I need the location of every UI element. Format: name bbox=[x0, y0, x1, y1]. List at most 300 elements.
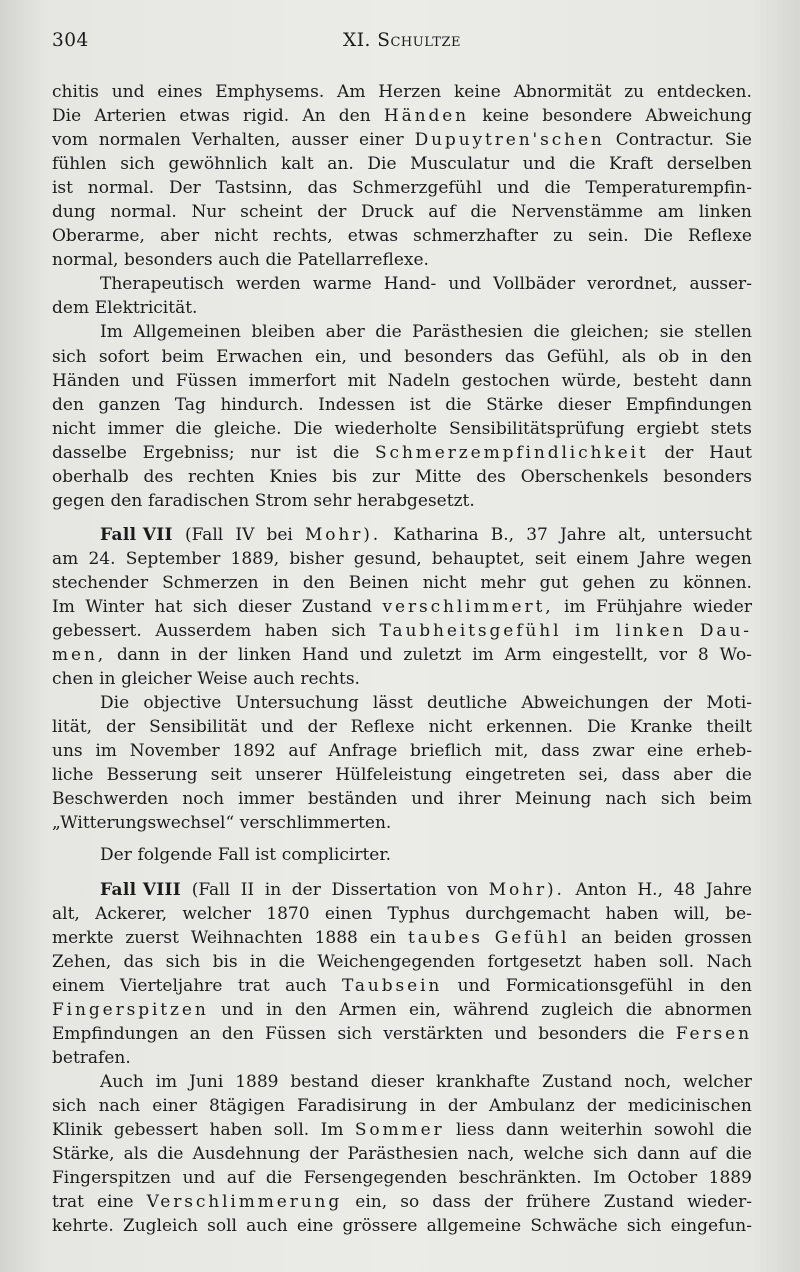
word: auch bbox=[218, 250, 260, 271]
word: Fersengegenden bbox=[303, 1168, 448, 1189]
word: Zustand bbox=[603, 1192, 674, 1213]
word: auf bbox=[288, 741, 316, 762]
word: kehrte. bbox=[52, 1216, 114, 1237]
word: rigid. bbox=[242, 106, 290, 127]
word: auch bbox=[253, 669, 295, 690]
word: sich bbox=[626, 1216, 662, 1237]
word: Nervenstämme bbox=[511, 202, 644, 223]
word: des bbox=[476, 466, 506, 487]
word: der bbox=[198, 645, 228, 666]
word: Die bbox=[100, 693, 130, 714]
word: erkennen. bbox=[486, 717, 574, 738]
word: und bbox=[522, 154, 556, 175]
word: eines bbox=[157, 82, 203, 102]
word: ist bbox=[409, 394, 431, 415]
word: Auch bbox=[100, 1071, 144, 1092]
word: Nach bbox=[706, 951, 752, 972]
word: Weihnachten bbox=[190, 927, 303, 948]
word: Schmerzen bbox=[162, 572, 259, 593]
text-line bbox=[52, 128, 752, 152]
word: erheb- bbox=[696, 741, 752, 762]
running-head-chapter: XI. bbox=[343, 30, 371, 51]
word: 48 bbox=[673, 879, 696, 900]
word: das bbox=[307, 178, 338, 199]
word: sich bbox=[52, 1095, 87, 1116]
text-line bbox=[52, 104, 752, 128]
word: welche bbox=[523, 1144, 585, 1165]
word: Im bbox=[320, 1119, 344, 1140]
word: gleichen; bbox=[570, 322, 650, 343]
word: gewöhnlich bbox=[168, 154, 268, 175]
word: der bbox=[483, 1192, 513, 1213]
word: 1889 bbox=[235, 1071, 279, 1092]
word: Ackerer, bbox=[95, 903, 168, 924]
word: in bbox=[691, 346, 708, 367]
word: in bbox=[266, 999, 283, 1020]
word: haben bbox=[264, 621, 318, 642]
word: so bbox=[400, 1192, 420, 1213]
word: keine bbox=[482, 106, 530, 127]
word: zu bbox=[553, 226, 574, 247]
word: rechten bbox=[188, 466, 255, 487]
text-line bbox=[52, 1142, 752, 1166]
word: 1889, bbox=[230, 548, 280, 569]
word: mehr bbox=[480, 572, 526, 593]
word: krankhafte bbox=[435, 1071, 531, 1092]
case-heading: Fall VII bbox=[100, 524, 173, 545]
word: rechts, bbox=[273, 226, 333, 247]
word: nach bbox=[98, 1095, 141, 1116]
word: die bbox=[533, 322, 560, 343]
text-line bbox=[52, 619, 752, 643]
word: fühlen bbox=[52, 154, 107, 175]
word: uns bbox=[52, 741, 83, 762]
word: Sommer bbox=[354, 1119, 445, 1140]
word: Abweichung bbox=[645, 106, 752, 127]
word: Zugleich bbox=[122, 1216, 198, 1237]
word: der bbox=[291, 879, 321, 900]
word: den bbox=[110, 490, 143, 511]
word: sich bbox=[331, 621, 366, 642]
word: oberhalb bbox=[52, 466, 129, 487]
word: complicirter. bbox=[281, 845, 392, 866]
word: schmerzhafter bbox=[413, 226, 539, 247]
word: B., bbox=[490, 524, 515, 545]
running-head-author: Schultze bbox=[377, 30, 461, 51]
word: „Witterungswechsel“ bbox=[52, 813, 235, 834]
word: etwas bbox=[179, 106, 230, 127]
word: zu bbox=[649, 572, 670, 593]
word: werden bbox=[236, 274, 301, 295]
word: wieder bbox=[692, 596, 752, 617]
word: II bbox=[240, 879, 255, 900]
word: Typhus bbox=[387, 903, 450, 924]
word: Hand bbox=[302, 645, 349, 666]
word: Schmerzgefühl bbox=[352, 178, 483, 199]
word: Der bbox=[168, 178, 201, 199]
word: 24. bbox=[88, 548, 116, 569]
text-line bbox=[52, 296, 752, 320]
word: rechts. bbox=[300, 669, 360, 690]
word: Vollbäder bbox=[493, 274, 576, 295]
word: die bbox=[332, 442, 360, 463]
word: Zustand bbox=[301, 596, 373, 617]
word: dass bbox=[621, 765, 660, 786]
word: in bbox=[170, 645, 188, 666]
word: be- bbox=[725, 903, 752, 924]
word: zugleich bbox=[541, 999, 614, 1020]
word: die bbox=[725, 765, 752, 786]
text-line bbox=[52, 523, 752, 547]
word: herabgesetzt. bbox=[356, 490, 475, 511]
word: theilt bbox=[706, 717, 752, 738]
word: nur bbox=[250, 442, 281, 463]
text-line bbox=[52, 1118, 752, 1142]
word: den bbox=[302, 572, 335, 593]
word: im bbox=[155, 1071, 178, 1092]
word: der bbox=[309, 1144, 339, 1165]
word: ihrer bbox=[458, 789, 501, 810]
word: und bbox=[496, 178, 530, 199]
word: Allgemeinen bbox=[133, 322, 241, 343]
word: bis bbox=[212, 951, 238, 972]
word: den bbox=[720, 346, 752, 367]
word: soll. bbox=[273, 1119, 310, 1140]
word: die bbox=[157, 1144, 184, 1165]
word: dass bbox=[432, 1192, 471, 1213]
word: Fingerspitzen bbox=[52, 1168, 172, 1189]
word: keine bbox=[454, 82, 501, 102]
word: sowohl bbox=[654, 1119, 715, 1140]
word: aber bbox=[325, 322, 365, 343]
word: im bbox=[472, 645, 494, 666]
word: nicht bbox=[422, 572, 467, 593]
word: stets bbox=[710, 418, 752, 439]
word: die bbox=[725, 1144, 752, 1165]
word: und bbox=[494, 1023, 528, 1044]
word: vom bbox=[52, 130, 88, 151]
word: Formicationsgefühl bbox=[505, 975, 673, 996]
word: wegen bbox=[695, 548, 752, 569]
word: den bbox=[338, 106, 371, 127]
word: auf bbox=[428, 202, 456, 223]
word: Dissertation bbox=[331, 879, 437, 900]
word: ist bbox=[52, 178, 73, 199]
word: beim bbox=[161, 346, 204, 367]
word: October bbox=[627, 1168, 698, 1189]
word: Gefühl bbox=[494, 927, 570, 948]
word: dann bbox=[116, 645, 160, 666]
text-line bbox=[52, 1190, 752, 1214]
word: Jahre bbox=[705, 879, 752, 900]
word: Klinik bbox=[52, 1119, 103, 1140]
word: seit bbox=[210, 765, 242, 786]
word: Oberarme, bbox=[52, 226, 145, 247]
word: Dau- bbox=[699, 621, 752, 642]
text-line bbox=[52, 787, 752, 811]
text-line bbox=[52, 80, 752, 104]
word: in bbox=[249, 951, 267, 972]
word: können. bbox=[683, 572, 752, 593]
word: dieser bbox=[370, 1071, 425, 1092]
word: Besserung bbox=[106, 765, 198, 786]
word: Ausserdem bbox=[155, 621, 252, 642]
word: Die bbox=[52, 106, 82, 127]
word: men, bbox=[52, 645, 107, 666]
word: Händen bbox=[383, 106, 470, 127]
word: Stärke, bbox=[52, 1144, 115, 1165]
word: auch bbox=[246, 1216, 288, 1237]
word: lässt bbox=[372, 693, 413, 714]
word: Gefühl, bbox=[546, 346, 610, 367]
text-line bbox=[52, 715, 752, 739]
word: Erwachen bbox=[216, 346, 303, 367]
text-line bbox=[52, 345, 752, 369]
word: nicht bbox=[52, 418, 96, 439]
word: Abweichungen bbox=[521, 693, 649, 714]
word: Knies bbox=[269, 466, 318, 487]
text-line bbox=[52, 974, 752, 998]
word: den bbox=[720, 975, 752, 996]
word: und bbox=[359, 346, 392, 367]
word: etwas bbox=[347, 226, 399, 247]
word: Oberschenkels bbox=[520, 466, 649, 487]
word: deutliche bbox=[427, 693, 508, 714]
word: und bbox=[131, 370, 165, 391]
word: Herzen bbox=[378, 82, 442, 102]
text-line bbox=[52, 811, 752, 835]
word: 8 bbox=[697, 645, 709, 666]
word: Moti- bbox=[706, 693, 752, 714]
word: Die bbox=[293, 418, 323, 439]
word: zwar bbox=[592, 741, 635, 762]
text-line bbox=[52, 950, 752, 974]
word: behauptet, bbox=[431, 548, 525, 569]
word: Der bbox=[100, 845, 132, 866]
word: ist bbox=[255, 845, 277, 866]
word: die bbox=[544, 178, 571, 199]
text-line bbox=[52, 571, 752, 595]
word: sich bbox=[120, 154, 155, 175]
word: stellen bbox=[694, 322, 752, 343]
word: linken bbox=[615, 621, 687, 642]
word: Ergebniss; bbox=[142, 442, 235, 463]
word: verschlimmert, bbox=[382, 596, 554, 617]
word: Reflexe bbox=[688, 226, 752, 247]
word: Fingerspitzen bbox=[52, 999, 209, 1020]
text-line bbox=[52, 1046, 752, 1070]
word: grossen bbox=[684, 927, 752, 948]
word: ein, bbox=[409, 999, 441, 1020]
word: bestand bbox=[290, 1071, 359, 1092]
word: medicinischen bbox=[627, 1095, 752, 1116]
word: hat bbox=[154, 596, 183, 617]
word: beim bbox=[709, 789, 752, 810]
text-line bbox=[52, 224, 752, 248]
word: verschlimmerten. bbox=[239, 813, 392, 834]
word: betrafen. bbox=[52, 1047, 131, 1068]
word: im bbox=[95, 741, 117, 762]
word: einer bbox=[152, 1095, 197, 1116]
word: normal, bbox=[52, 250, 119, 271]
word: besonders bbox=[663, 466, 752, 487]
word: Anton bbox=[575, 879, 627, 900]
text-line bbox=[52, 1022, 752, 1046]
word: ein, bbox=[355, 1192, 388, 1213]
word: Zustand bbox=[542, 1071, 613, 1092]
word: normal. bbox=[110, 202, 177, 223]
word: Die bbox=[643, 226, 673, 247]
word: im bbox=[563, 596, 586, 617]
text-line bbox=[52, 369, 752, 393]
word: Tastsinn, bbox=[215, 178, 293, 199]
word: der bbox=[586, 1095, 616, 1116]
word: die bbox=[278, 951, 306, 972]
word: an bbox=[581, 927, 603, 948]
word: Weichengegenden bbox=[317, 951, 476, 972]
text-line bbox=[52, 465, 752, 489]
word: an. bbox=[327, 154, 354, 175]
word: mit bbox=[347, 370, 377, 391]
word: zu bbox=[624, 82, 645, 102]
word: ausser bbox=[291, 130, 349, 151]
text-line bbox=[52, 878, 752, 902]
word: nicht bbox=[428, 717, 473, 738]
word: besonders bbox=[538, 1023, 627, 1044]
word: sich bbox=[52, 346, 87, 367]
word: soll. bbox=[658, 951, 695, 972]
word: Am bbox=[337, 82, 366, 102]
word: Nur bbox=[191, 202, 226, 223]
word: zur bbox=[371, 466, 400, 487]
word: ausser- bbox=[689, 274, 752, 295]
word: November bbox=[129, 741, 220, 762]
text-line bbox=[52, 926, 752, 950]
word: sie bbox=[659, 322, 684, 343]
word: scheint bbox=[240, 202, 303, 223]
word: die bbox=[265, 1168, 293, 1189]
word: bleiben bbox=[251, 322, 316, 343]
text-line bbox=[52, 643, 752, 667]
word: beständen bbox=[307, 789, 398, 810]
text-line bbox=[52, 1214, 752, 1238]
word: Sensibilität bbox=[149, 717, 247, 738]
word: Haut bbox=[709, 442, 752, 463]
word: taubes bbox=[407, 927, 483, 948]
text-line bbox=[52, 843, 752, 867]
word: beiden bbox=[614, 927, 673, 948]
word: Contractur. bbox=[615, 130, 714, 151]
page-header bbox=[52, 30, 752, 60]
word: dieser bbox=[557, 394, 612, 415]
word: Emphysems. bbox=[215, 82, 325, 102]
case-heading: Fall VIII bbox=[100, 879, 182, 900]
word: Weise bbox=[197, 669, 248, 690]
word: haben bbox=[593, 951, 647, 972]
word: trat bbox=[237, 975, 270, 996]
word: nach bbox=[605, 789, 647, 810]
word: in bbox=[272, 572, 289, 593]
word: haben bbox=[605, 903, 659, 924]
word: Mohr). bbox=[305, 524, 382, 545]
word: frühere bbox=[526, 1192, 591, 1213]
text-line bbox=[52, 441, 752, 465]
word: verordnet, bbox=[587, 274, 678, 295]
word: immerfort bbox=[248, 370, 337, 391]
word: die bbox=[175, 418, 202, 439]
word: unserer bbox=[255, 765, 322, 786]
word: gut bbox=[539, 572, 569, 593]
word: Jahre bbox=[559, 524, 607, 545]
word: als bbox=[123, 1144, 148, 1165]
word: An bbox=[302, 106, 326, 127]
word: eingestellt, bbox=[552, 645, 649, 666]
word: merkte bbox=[52, 927, 114, 948]
word: Indessen bbox=[318, 394, 396, 415]
word: Nadeln bbox=[387, 370, 451, 391]
word: gebessert. bbox=[52, 621, 142, 642]
word: alt, bbox=[618, 524, 646, 545]
word: und bbox=[448, 274, 482, 295]
page-body-text bbox=[52, 80, 752, 1238]
text-line bbox=[52, 763, 752, 787]
word: Arterien bbox=[94, 106, 167, 127]
word: Schmerzempfindlichkeit bbox=[375, 442, 649, 463]
word: sofort bbox=[98, 346, 150, 367]
word: 8tägigen bbox=[208, 1095, 285, 1116]
word: linken bbox=[698, 202, 752, 223]
word: dem bbox=[52, 298, 90, 319]
word: das bbox=[123, 951, 154, 972]
word: 1870 bbox=[266, 903, 310, 924]
word: alt, bbox=[52, 903, 80, 924]
word: Abnormität bbox=[513, 82, 612, 102]
word: Empfindungen bbox=[52, 1023, 179, 1044]
word: dann bbox=[505, 1119, 549, 1140]
word: Elektricität. bbox=[94, 298, 198, 319]
word: 1889 bbox=[708, 1168, 752, 1189]
word: linken bbox=[237, 645, 292, 666]
word: normalen bbox=[98, 130, 181, 151]
word: und bbox=[260, 717, 294, 738]
word: ein, bbox=[315, 346, 347, 367]
word: welcher bbox=[683, 1071, 752, 1092]
word: liche bbox=[52, 765, 94, 786]
word: am bbox=[657, 202, 685, 223]
word: vor bbox=[659, 645, 688, 666]
word: eine bbox=[97, 1192, 134, 1213]
word: würde, bbox=[561, 370, 622, 391]
word: und bbox=[411, 789, 445, 810]
word: auf bbox=[226, 1168, 255, 1189]
word: hindurch. bbox=[220, 394, 304, 415]
word: mit, bbox=[494, 741, 529, 762]
word: wieder- bbox=[687, 1192, 752, 1213]
word: Im bbox=[593, 1168, 617, 1189]
word: den bbox=[52, 394, 84, 415]
word: Dupuytren'schen bbox=[414, 130, 605, 151]
word: Anfrage bbox=[328, 741, 398, 762]
word: durchgemacht bbox=[465, 903, 591, 924]
word: der bbox=[447, 1095, 477, 1116]
word: eine bbox=[296, 1216, 334, 1237]
word: Wo- bbox=[719, 645, 752, 666]
word: Im bbox=[52, 596, 75, 617]
word: der bbox=[663, 693, 693, 714]
word: Juni bbox=[189, 1071, 224, 1092]
word: Im bbox=[100, 322, 123, 343]
text-line bbox=[52, 547, 752, 571]
